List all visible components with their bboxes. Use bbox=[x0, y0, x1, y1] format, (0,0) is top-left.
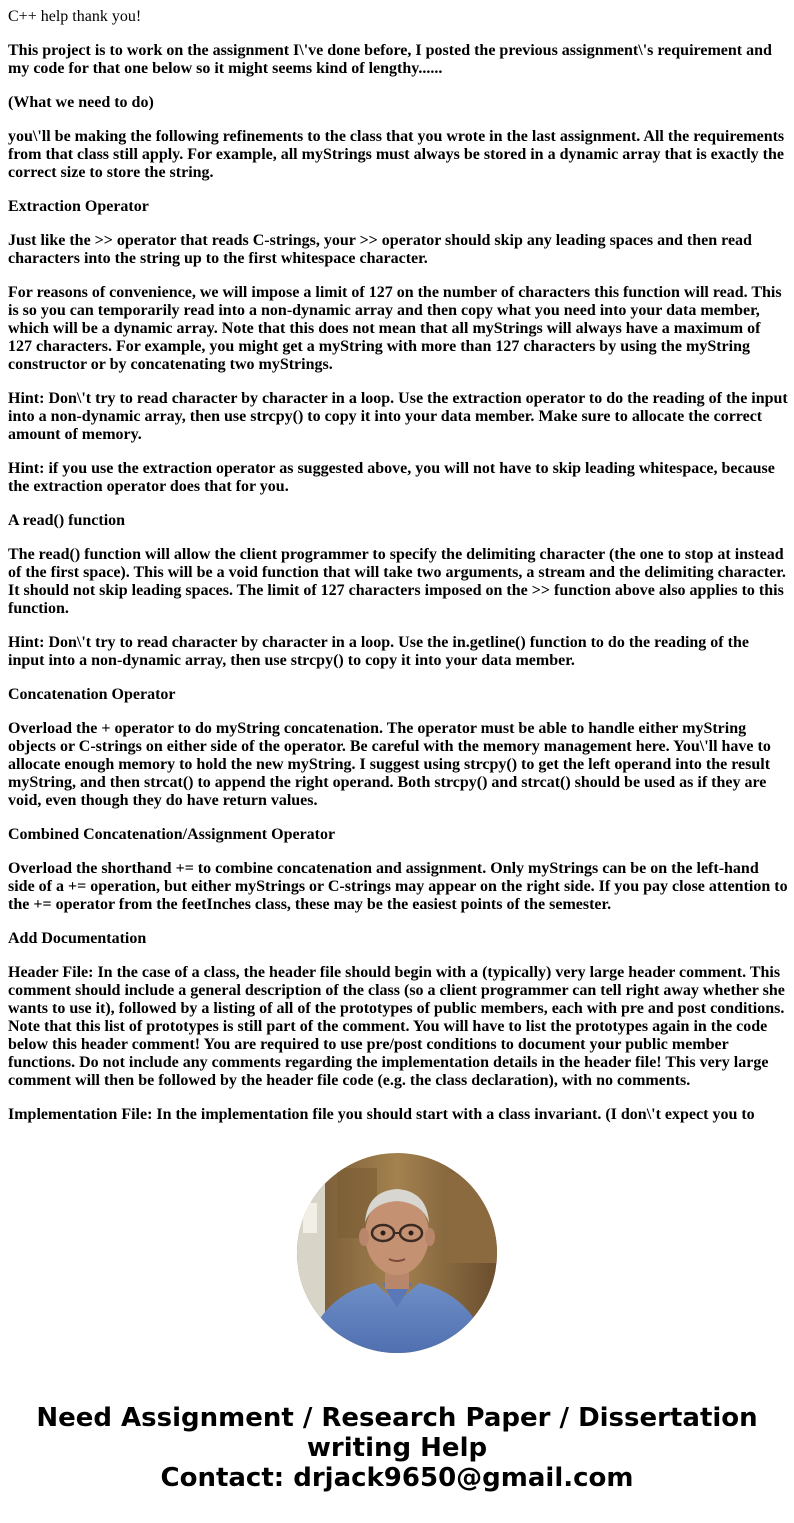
paragraph: For reasons of convenience, we will impose a limit of 127 on the number of characters this function will read. This is so you can temporarily read into a non-dynamic array and then copy what you need into your data member, which will be a dynamic array. Note that this does not mean that all myStrings will always have a maximum of 127 characters. For example, you might get a myString with more than 127 characters by using the myString constructor or by concatenating two myStrings. bbox=[8, 284, 782, 373]
paragraph: Overload the shorthand += to combine concatenation and assignment. Only myStrings can be on the left-hand side of a += operation, but either myStrings or C-strings may appear on the right side. If you pay close attention to the += operator from the feetInches class, these may be the easiest points of the semester. bbox=[8, 860, 788, 913]
paragraph: Just like the >> operator that reads C-strings, your >> operator should skip any leading spaces and then read characters into the string up to the first whitespace character. bbox=[8, 232, 752, 267]
paragraph: Implementation File: In the implementation file you should start with a class invariant. (I don\'t expect you to bbox=[8, 1106, 755, 1123]
author-photo bbox=[297, 1153, 497, 1353]
section-heading: Combined Concatenation/Assignment Operator bbox=[8, 826, 336, 843]
paragraph: Overload the + operator to do myString concatenation. The operator must be able to handle either myString objects or C-strings on either side of the operator. Be careful with the memory management here. You\'ll have to allocate enough memory to hold the new myString. I suggest using strcpy() to get the left operand into the result myString, and then strcat() to append the right operand. Both strcpy() and strcat() should be used as if they are void, even though they do have return values. bbox=[8, 720, 771, 809]
author-portrait-image bbox=[297, 1153, 497, 1353]
section-heading: Add Documentation bbox=[8, 930, 147, 947]
section-heading: A read() function bbox=[8, 512, 126, 529]
paragraph: Hint: Don\'t try to read character by character in a loop. Use the extraction operator to do the reading of the input into a non-dynamic array, then use strcpy() to copy it into your data member. Make sure to allocate the correct amount of memory. bbox=[8, 390, 788, 443]
intro-line: C++ help thank you! bbox=[8, 8, 142, 25]
paragraph: Hint: Don\'t try to read character by character in a loop. Use the in.getline() function to do the reading of the input into a non-dynamic array, then use strcpy() to copy it into your data member. bbox=[8, 634, 749, 669]
paragraph: This project is to work on the assignment I\'ve done before, I posted the previous assignment\'s requirement and my code for that one below so it might seems kind of lengthy...... bbox=[8, 42, 772, 77]
contact-footer bbox=[0, 1403, 794, 1493]
paragraph: Hint: if you use the extraction operator as suggested above, you will not have to skip leading whitespace, because the extraction operator does that for you. bbox=[8, 460, 775, 495]
paragraph: The read() function will allow the client programmer to specify the delimiting character (the one to stop at instead of the first space). This will be a void function that will take two arguments, a stream and the delimiting character. It should not skip leading spaces. The limit of 127 characters imposed on the >> function above also applies to this function. bbox=[8, 546, 786, 617]
section-heading: Extraction Operator bbox=[8, 198, 149, 215]
footer-contact: Contact: drjack9650@gmail.com bbox=[160, 1463, 634, 1493]
footer-headline: Need Assignment / Research Paper / Dissertation writing Help bbox=[36, 1403, 758, 1463]
paragraph: you\'ll be making the following refinements to the class that you wrote in the last assignment. All the requirements from that class still apply. For example, all myStrings must always be stored in a dynamic array that is exactly the correct size to store the string. bbox=[8, 128, 785, 181]
paragraph: (What we need to do) bbox=[8, 94, 154, 111]
section-heading: Concatenation Operator bbox=[8, 686, 176, 703]
paragraph: Header File: In the case of a class, the header file should begin with a (typically) very large header comment. This comment should include a general description of the class (so a client programmer can tell right away whether she wants to use it), followed by a listing of all of the prototypes of public members, each with pre and post conditions. Note that this list of prototypes is still part of the comment. You will have to list the prototypes again in the code below this header comment! You are required to use pre/post conditions to document your public member functions. Do not include any comments regarding the implementation details in the header file! This very large comment will then be followed by the header file code (e.g. the class declaration), with no comments. bbox=[8, 964, 785, 1089]
document-body bbox=[8, 8, 788, 1140]
